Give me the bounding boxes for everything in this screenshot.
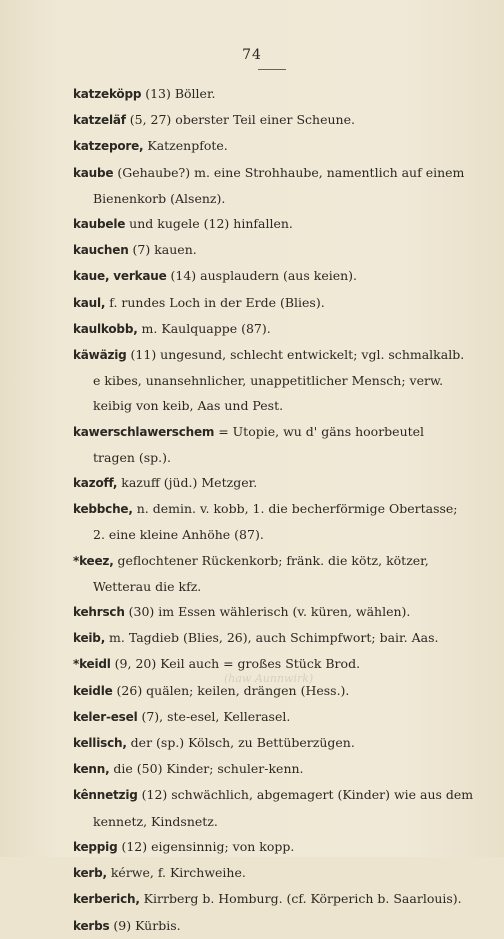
headword: kênnetzig — [73, 788, 138, 803]
definition: der (sp.) Kölsch, zu Bettüberzügen. — [126, 735, 355, 751]
headword: kaube — [73, 165, 114, 180]
headword: kenn, — [73, 762, 110, 777]
headword: keib, — [73, 631, 106, 646]
dictionary-entry — [73, 599, 485, 625]
definition: m. Kaulquappe (87). — [137, 320, 271, 336]
pencil-note: (haw Aunnwirk) — [224, 672, 314, 685]
headword: keppig — [73, 839, 118, 854]
dictionary-entry — [73, 81, 485, 107]
headword: *keez, — [73, 553, 114, 568]
dictionary-entry — [73, 625, 485, 651]
headword: katzepore, — [73, 139, 144, 154]
headword: kaubele — [73, 217, 126, 232]
dictionary-entries — [73, 81, 485, 939]
dictionary-entry — [73, 886, 485, 912]
entry-continuation — [73, 186, 485, 211]
definition: e kibes, unansehnlicher, unappetitlicher Mensch; verw. — [93, 373, 444, 389]
dictionary-entry — [73, 263, 485, 289]
dictionary-entry — [73, 782, 485, 808]
dictionary-entry — [73, 107, 485, 133]
headword: käwäzig — [73, 348, 127, 363]
dictionary-entry — [73, 704, 485, 730]
definition: (5, 27) oberster Teil einer Scheune. — [125, 112, 355, 128]
dictionary-entry — [73, 316, 485, 342]
dictionary-entry — [73, 419, 485, 445]
headword: kerbs — [73, 918, 110, 933]
headword: kerb, — [73, 866, 107, 881]
dictionary-entry — [73, 730, 485, 756]
definition: (9, 20) Keil auch = großes Stück Brod. — [110, 656, 361, 672]
dictionary-entry — [73, 756, 485, 782]
headword: kauchen — [73, 243, 129, 258]
definition: kérwe, f. Kirchweihe. — [106, 865, 246, 881]
headword: katzeläf — [73, 113, 126, 128]
headword: keler-esel — [73, 709, 138, 724]
entry-continuation — [73, 368, 485, 393]
dictionary-entry — [73, 342, 485, 368]
definition: (7), ste-esel, Kellerasel. — [137, 708, 291, 724]
definition: tragen (sp.). — [93, 449, 171, 465]
page-number: 74 — [242, 47, 262, 63]
dictionary-entry — [73, 290, 485, 316]
dictionary-entry — [73, 470, 485, 496]
definition: (7) kauen. — [128, 242, 197, 258]
headword: *keidl — [73, 657, 111, 672]
headword: kawerschlawerschem — [73, 424, 215, 439]
definition: Kirrberg b. Homburg. (cf. Körperich b. Saarlouis). — [139, 891, 462, 907]
dictionary-entry — [73, 133, 485, 159]
definition: (Gehaube?) m. eine Strohhaube, namentlich auf einem — [113, 164, 465, 180]
definition: (9) Kürbis. — [109, 917, 181, 933]
definition: Katzenpfote. — [143, 138, 228, 154]
definition: geflochtener Rückenkorb; fränk. die kötz, kötzer, — [113, 552, 429, 568]
headword: kehrsch — [73, 605, 125, 620]
dictionary-entry — [73, 548, 485, 574]
dictionary-entry — [73, 211, 485, 237]
definition: Wetterau die kfz. — [93, 578, 202, 594]
dictionary-entry — [73, 496, 485, 522]
entry-continuation — [73, 574, 485, 599]
headword: kaulkobb, — [73, 321, 138, 336]
dictionary-entry — [73, 913, 485, 939]
headword: kellisch, — [73, 736, 127, 751]
headword: kaue, verkaue — [73, 269, 167, 284]
headword: katzeköpp — [73, 87, 142, 101]
dictionary-entry — [73, 160, 485, 186]
definition: keibig von keib, Aas und Pest. — [93, 398, 284, 414]
definition: (13) Böller. — [141, 86, 216, 101]
definition: Bienenkorb (Alsenz). — [93, 190, 226, 206]
entry-continuation — [73, 809, 485, 834]
definition: n. demin. v. kobb, 1. die becherförmige Obertasse; — [132, 501, 458, 517]
definition: = Utopie, wu d' gäns hoorbeutel — [214, 423, 425, 439]
entry-continuation — [73, 445, 485, 470]
definition: die (50) Kinder; schuler-kenn. — [109, 761, 304, 777]
headword: keidle — [73, 683, 113, 698]
headword: kazoff, — [73, 476, 118, 491]
definition: (26) quälen; keilen, drängen (Hess.). — [112, 682, 350, 698]
header-rule — [258, 69, 286, 70]
headword: kaul, — [73, 295, 106, 310]
definition: f. rundes Loch in der Erde (Blies). — [105, 294, 325, 310]
headword: kerberich, — [73, 892, 140, 907]
entry-continuation — [73, 522, 485, 547]
definition: (12) eigensinnig; von kopp. — [117, 838, 295, 854]
definition: (12) schwächlich, abgemagert (Kinder) wie aus dem — [137, 787, 474, 803]
headword: kebbche, — [73, 502, 133, 517]
definition: m. Tagdieb (Blies, 26), auch Schimpfwort; bair. Aas. — [105, 630, 439, 646]
definition: (14) ausplaudern (aus keien). — [166, 268, 358, 284]
definition: kennetz, Kindsnetz. — [93, 813, 218, 829]
definition: kazuff (jüd.) Metzger. — [117, 475, 258, 491]
definition: (11) ungesund, schlecht entwickelt; vgl. schmalkalb. — [126, 347, 465, 363]
dictionary-entry — [73, 834, 485, 860]
definition: 2. eine kleine Anhöhe (87). — [93, 527, 264, 543]
dictionary-entry — [73, 237, 485, 263]
entry-continuation — [73, 393, 485, 418]
definition: und kugele (12) hinfallen. — [125, 216, 293, 232]
dictionary-entry — [73, 860, 485, 886]
definition: (30) im Essen wählerisch (v. küren, wählen). — [124, 604, 411, 620]
